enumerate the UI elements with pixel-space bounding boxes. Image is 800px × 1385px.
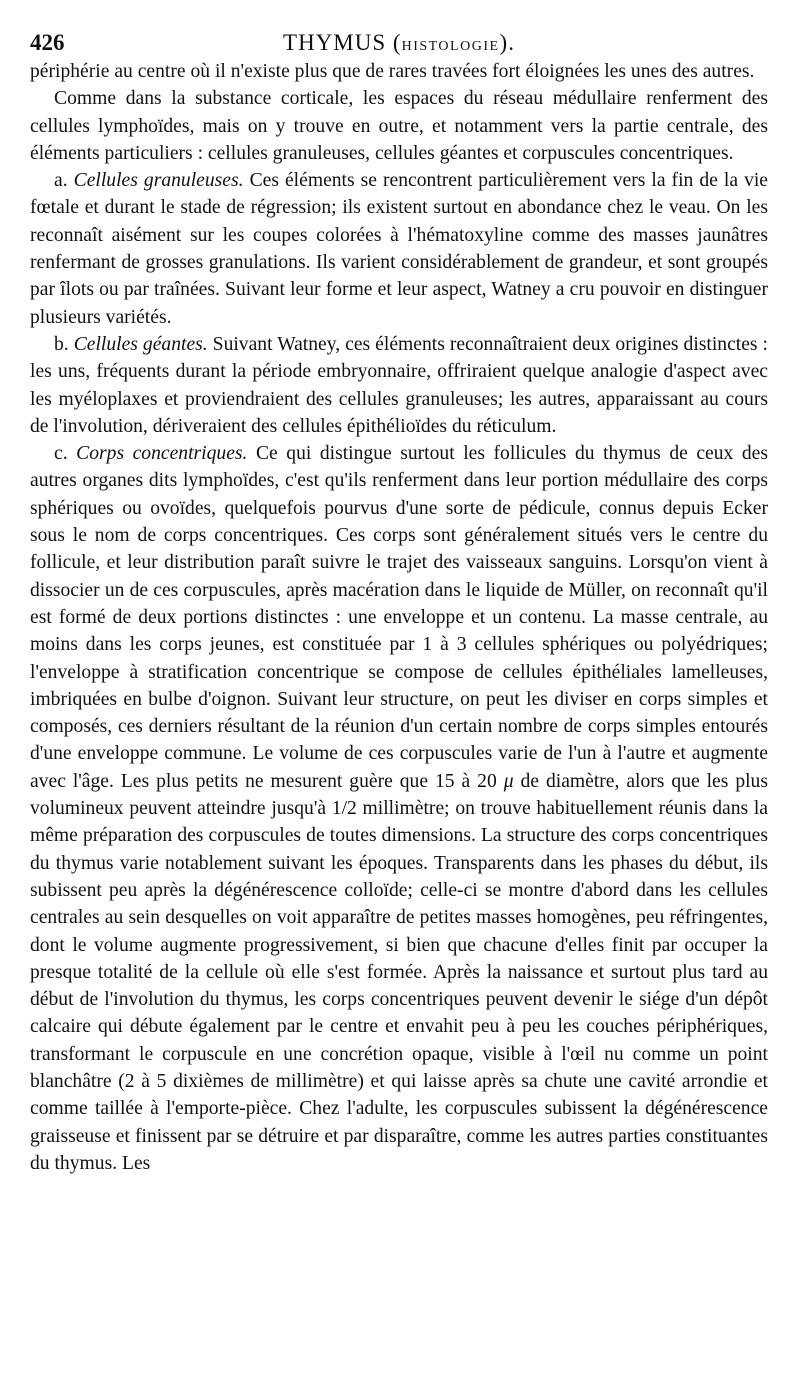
section-heading-giant-cells: Cellules géantes.: [73, 333, 208, 355]
paragraph-granular-cells: [30, 167, 768, 331]
running-header: [30, 0, 768, 58]
section-text-concentric-bodies-part1: Ce qui distingue surtout les follicules du thymus de ceux des autres organes dits lymphoïdes, c'est qu'ils renferment dans leur portion médullaire des corps sphériques ou ovoïdes, quelquefois pourvus d'une sorte de pédicule, connus depuis Ecker sous le nom de corps concentriques. Ces corps sont généralement situés vers le centre du follicule, et leur distribution paraît suivre le trajet des vaisseaux sanguins. Lorsqu'on vient à dissocier un de ces corpuscules, après macération dans le liquide de Müller, on reconnaît qu'il est formé de deux portions distinctes : une enveloppe et un contenu. La masse centrale, au moins dans les corps jeunes, est constituée par 1 à 3 cellules sphériques ou polyédriques; l'enveloppe à stratification concentrique se compose de cellules épithéliales lamelleuses, imbriquées en bulbe d'oignon. Suivant leur structure, on peut les diviser en corps simples et composés, ces derniers résultant de la réunion d'un certain nombre de corps simples entourés d'une enveloppe commune. Le volume de ces corpuscules varie de l'un à l'autre et augmente avec l'âge. Les plus petits ne mesurent guère que 15 à 20: [30, 443, 768, 792]
paragraph-continuation: périphérie au centre où il n'existe plus que de rares travées fort éloignées les unes des autres.: [30, 61, 755, 82]
running-title-main: THYMUS: [283, 30, 387, 55]
body-text: [30, 58, 768, 1177]
section-heading-granular-cells: Cellules granuleuses.: [73, 170, 244, 192]
running-title: [30, 30, 768, 56]
running-title-close: ).: [499, 30, 515, 55]
running-title-subject: HISTOLOGIE: [401, 39, 500, 54]
paragraph-concentric-bodies: [30, 440, 768, 1177]
page-number: 426: [30, 30, 65, 55]
paragraph-medullary-spaces: Comme dans la substance corticale, les espaces du réseau médullaire renferment des cellules lymphoïdes, mais on y trouve en outre, et notamment vers la partie centrale, des éléments particuliers : cellules granuleuses, cellules géantes et corpuscules concentriques.: [30, 88, 768, 164]
section-label-c: c.: [54, 443, 68, 465]
section-text-giant-cells: Suivant Watney, ces éléments reconnaîtraient deux origines distinctes : les uns, fréquents durant la période embryonnaire, offriraient quelque analogie d'aspect avec les myéloplaxes et proviendraient des cellules granuleuses; les autres, apparaissant au cours de l'involution, dériveraient des cellules épithélioïdes du réticulum.: [30, 333, 768, 437]
micron-symbol: μ: [503, 770, 514, 792]
paragraph-giant-cells: [30, 331, 768, 440]
running-title-open: (: [386, 30, 402, 55]
book-page: [30, 0, 768, 1177]
section-heading-concentric-bodies: Corps concentriques.: [76, 443, 248, 465]
section-label-a: a.: [54, 170, 68, 192]
section-text-granular-cells: Ces éléments se rencontrent particulièrement vers la fin de la vie fœtale et durant le stade de régression; ils existent surtout en abondance chez le veau. On les reconnaît aisément sur les coupes colorées à l'hématoxyline comme des masses jaunâtres renfermant de grosses granulations. Ils varient considérablement de grandeur, et sont groupés par îlots ou par traînées. Suivant leur forme et leur aspect, Watney a cru pouvoir en distinguer plusieurs variétés.: [30, 170, 768, 328]
section-text-concentric-bodies-part2: de diamètre, alors que les plus volumineux peuvent atteindre jusqu'à 1/2 millimètre; on trouve habituellement réunis dans la même préparation des corpuscules de toutes dimensions. La structure des corps concentriques du thymus varie notablement suivant les époques. Transparents dans les phases du début, ils subissent peu après la dégénérescence colloïde; celle-ci se montre d'abord dans les cellules centrales au sein desquelles on voit apparaître de petites masses homogènes, peu réfringentes, dont le volume augmente progressivement, si bien que chacune d'elles finit par occuper la presque totalité de la cellule où elle s'est formée. Après la naissance et surtout plus tard au début de l'involution du thymus, les corps concentriques peuvent devenir le siége d'un dépôt calcaire qui débute également par le centre et envahit peu à peu les couches périphériques, transformant le corpuscule en une concrétion opaque, visible à l'œil nu comme un point blanchâtre (2 à 5 dixièmes de millimètre) et qui laisse après sa chute une cavité arrondie et comme taillée à l'emporte-pièce. Chez l'adulte, les corpuscules subissent la dégénérescence graisseuse et finissent par se détruire et par disparaître, comme les autres parties constituantes du thymus. Les: [30, 770, 768, 1174]
section-label-b: b.: [54, 333, 69, 355]
